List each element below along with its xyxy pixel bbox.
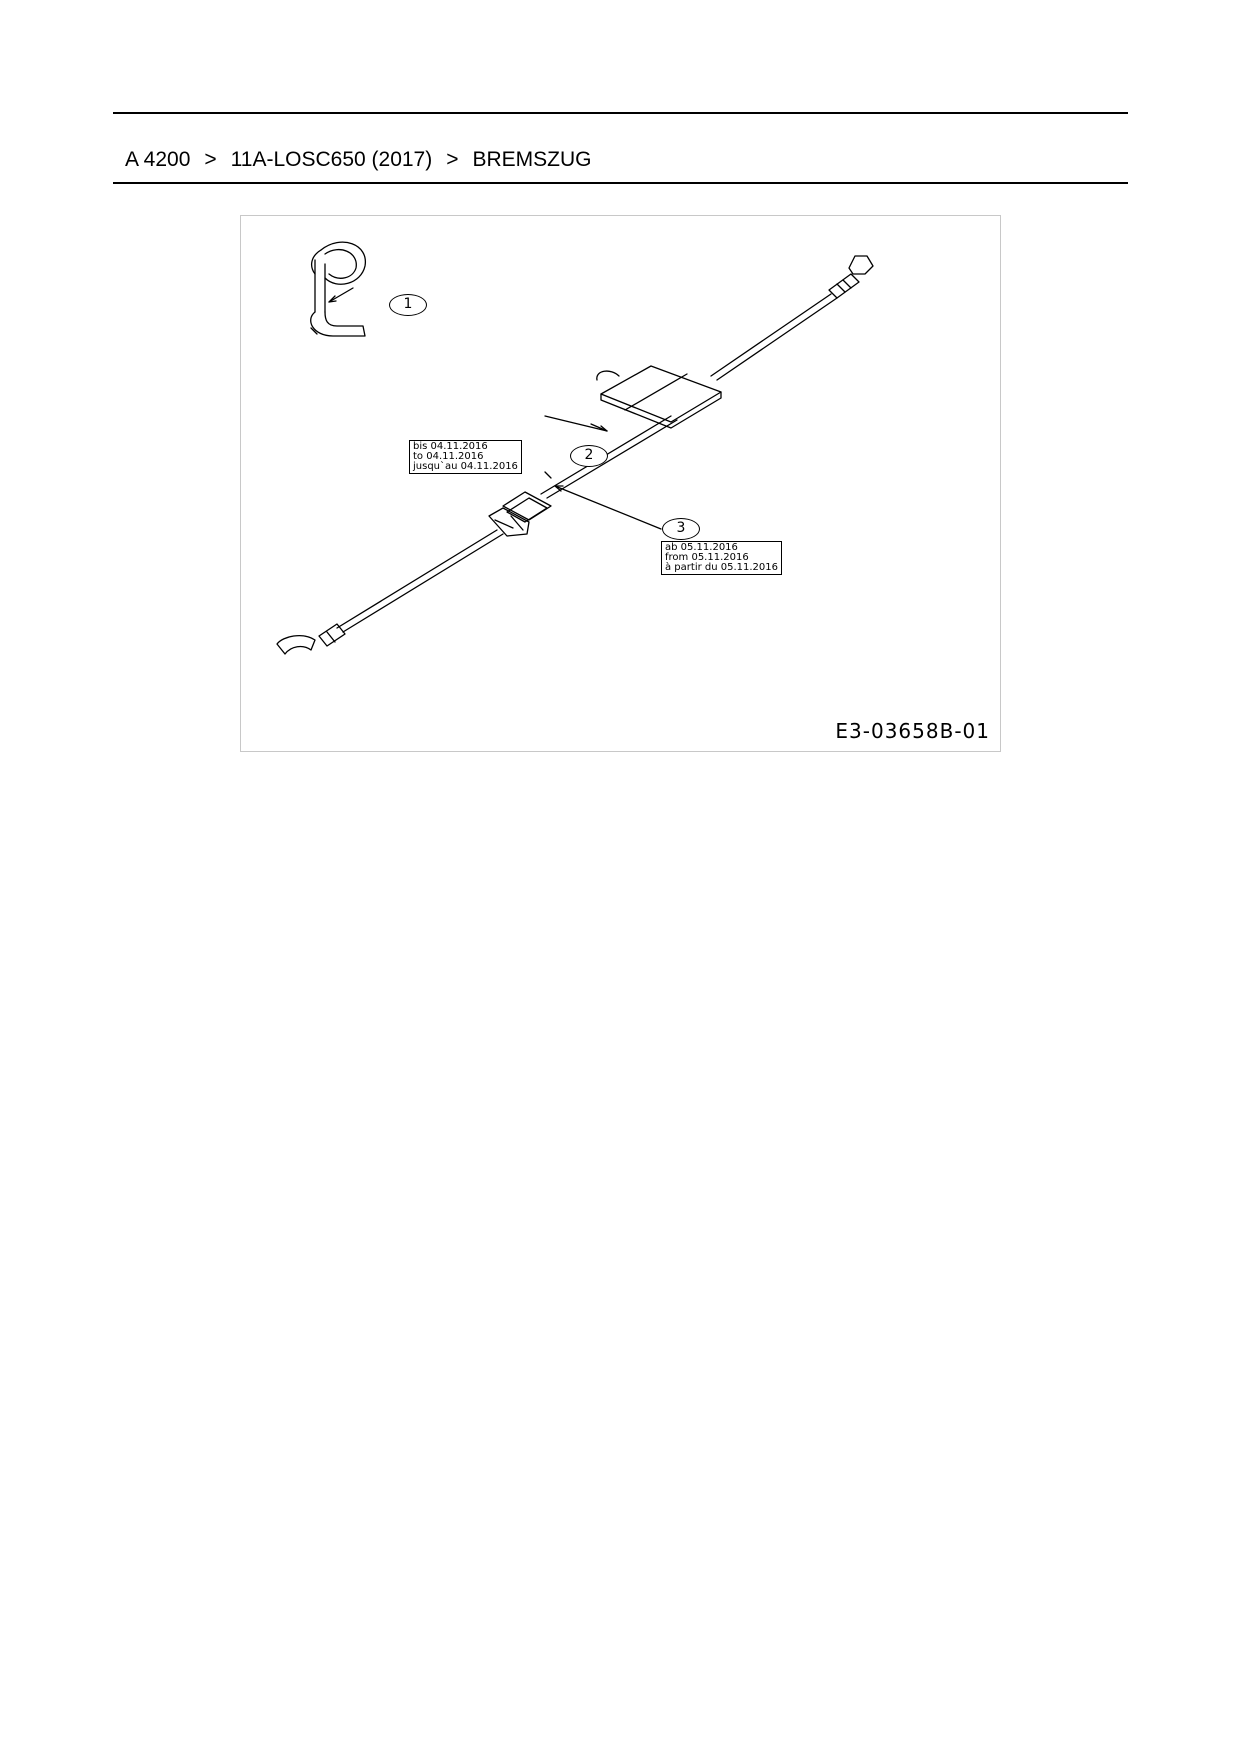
cable-adjuster <box>489 492 551 536</box>
note-line: jusqu`au 04.11.2016 <box>413 461 518 472</box>
breadcrumb-separator: > <box>204 148 217 171</box>
callout-3[interactable]: 3 <box>662 518 700 540</box>
note-line: to 04.11.2016 <box>413 451 484 462</box>
retaining-clip-part-1 <box>311 242 366 336</box>
cable-bracket <box>597 366 721 428</box>
callout-2[interactable]: 2 <box>570 445 608 467</box>
cable-end-upper <box>829 256 873 298</box>
breadcrumb-separator: > <box>446 148 459 171</box>
brake-cable-drawing <box>241 216 1002 753</box>
parts-diagram <box>240 215 1001 752</box>
note-line: ab 05.11.2016 <box>665 542 738 553</box>
breadcrumb-item-variant[interactable]: 11A-LOSC650 (2017) <box>230 148 433 171</box>
validity-note-part-3 <box>661 541 782 575</box>
note-line: à partir du 05.11.2016 <box>665 562 779 573</box>
breadcrumb <box>125 148 592 172</box>
callout-1[interactable]: 1 <box>389 294 427 316</box>
note-line: from 05.11.2016 <box>665 552 749 563</box>
header-bottom-rule <box>113 182 1128 184</box>
note-line: bis 04.11.2016 <box>413 441 488 452</box>
cable-end-lower <box>277 624 345 654</box>
figure-id-label: E3-03658B-01 <box>835 719 990 743</box>
breadcrumb-item-section: BREMSZUG <box>472 148 592 171</box>
validity-note-part-2 <box>409 440 522 474</box>
header-top-rule <box>113 112 1128 114</box>
breadcrumb-item-model[interactable]: A 4200 <box>125 148 191 171</box>
